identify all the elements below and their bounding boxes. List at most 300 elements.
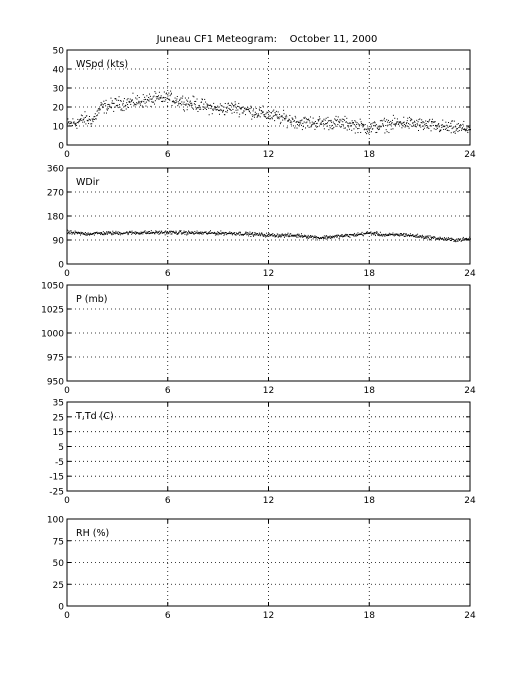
data-point <box>182 98 183 99</box>
data-point <box>407 120 408 121</box>
data-point <box>463 129 464 130</box>
data-point <box>122 110 123 111</box>
data-point <box>379 234 380 235</box>
data-point <box>184 111 185 112</box>
data-point <box>202 99 203 100</box>
data-point <box>161 95 162 96</box>
data-point <box>97 110 98 111</box>
y-tick-label: -5 <box>55 457 64 468</box>
data-point <box>270 234 271 235</box>
data-point <box>161 101 162 102</box>
data-point <box>300 120 301 121</box>
data-point <box>75 123 76 124</box>
data-point <box>133 102 134 103</box>
data-point <box>186 234 187 235</box>
data-point <box>286 115 287 116</box>
data-point <box>415 235 416 236</box>
data-point <box>89 116 90 117</box>
data-point <box>332 125 333 126</box>
data-point <box>260 116 261 117</box>
data-point <box>280 123 281 124</box>
data-point <box>277 116 278 117</box>
data-point <box>215 235 216 236</box>
data-point <box>189 232 190 233</box>
data-point <box>394 118 395 119</box>
data-point <box>112 233 113 234</box>
data-point <box>235 101 236 102</box>
data-point <box>206 103 207 104</box>
data-point <box>206 107 207 108</box>
data-point <box>286 116 287 117</box>
data-point <box>413 235 414 236</box>
data-point <box>451 121 452 122</box>
data-point <box>384 236 385 237</box>
data-point <box>254 234 255 235</box>
data-point <box>148 97 149 98</box>
data-point <box>424 124 425 125</box>
data-point <box>202 106 203 107</box>
data-point <box>252 232 253 233</box>
data-point <box>265 237 266 238</box>
data-point <box>426 238 427 239</box>
data-point <box>106 109 107 110</box>
data-point <box>140 103 141 104</box>
data-point <box>238 103 239 104</box>
data-point <box>327 126 328 127</box>
data-point <box>362 125 363 126</box>
data-point <box>159 231 160 232</box>
data-point <box>178 233 179 234</box>
data-point <box>226 107 227 108</box>
data-point <box>229 233 230 234</box>
data-point <box>401 235 402 236</box>
data-point <box>465 129 466 130</box>
panel-2 <box>47 165 476 280</box>
data-point <box>331 128 332 129</box>
data-point <box>279 114 280 115</box>
data-point <box>302 129 303 130</box>
data-point <box>212 113 213 114</box>
data-point <box>314 237 315 238</box>
data-point <box>289 236 290 237</box>
data-point <box>107 233 108 234</box>
data-point <box>154 232 155 233</box>
data-point <box>259 233 260 234</box>
data-point <box>203 104 204 105</box>
data-point <box>137 95 138 96</box>
data-point <box>387 131 388 132</box>
data-point <box>245 114 246 115</box>
data-point <box>313 118 314 119</box>
data-point <box>175 100 176 101</box>
data-point <box>409 235 410 236</box>
data-point <box>418 119 419 120</box>
data-point <box>193 109 194 110</box>
data-point <box>305 117 306 118</box>
data-point <box>135 97 136 98</box>
data-point <box>102 107 103 108</box>
y-tick-label: 975 <box>46 353 64 364</box>
data-point <box>168 99 169 100</box>
data-point <box>367 231 368 232</box>
data-point <box>292 117 293 118</box>
y-tick-label: 180 <box>46 212 64 223</box>
data-point <box>353 235 354 236</box>
data-point <box>450 238 451 239</box>
data-point <box>127 232 128 233</box>
data-point <box>201 233 202 234</box>
data-point <box>188 104 189 105</box>
data-point <box>267 117 268 118</box>
data-point <box>316 127 317 128</box>
data-point <box>239 235 240 236</box>
data-point <box>448 239 449 240</box>
data-point <box>433 238 434 239</box>
data-point <box>390 234 391 235</box>
data-point <box>210 230 211 231</box>
data-point <box>400 121 401 122</box>
data-point <box>216 107 217 108</box>
data-point <box>397 234 398 235</box>
data-point <box>227 110 228 111</box>
data-point <box>217 106 218 107</box>
data-point <box>219 110 220 111</box>
data-point <box>67 233 68 234</box>
x-tick-label: 24 <box>464 386 476 396</box>
panel-label: RH (%) <box>76 528 110 539</box>
x-tick-label: 0 <box>64 386 70 396</box>
panel-4 <box>49 399 476 507</box>
data-point <box>259 109 260 110</box>
data-point <box>248 235 249 236</box>
data-point <box>329 125 330 126</box>
data-point <box>266 112 267 113</box>
data-point <box>355 133 356 134</box>
data-point <box>218 107 219 108</box>
data-point <box>77 119 78 120</box>
data-point <box>430 235 431 236</box>
data-point <box>321 122 322 123</box>
data-point <box>406 233 407 234</box>
data-point <box>186 231 187 232</box>
data-point <box>81 120 82 121</box>
data-point <box>135 231 136 232</box>
data-point <box>231 103 232 104</box>
data-point <box>234 112 235 113</box>
data-point <box>462 238 463 239</box>
data-point <box>354 120 355 121</box>
data-point <box>115 233 116 234</box>
data-point <box>339 236 340 237</box>
data-point <box>457 241 458 242</box>
data-point <box>429 239 430 240</box>
data-point <box>405 236 406 237</box>
data-point <box>344 120 345 121</box>
data-point <box>284 113 285 114</box>
data-point <box>446 125 447 126</box>
data-point <box>339 121 340 122</box>
data-point <box>268 117 269 118</box>
data-point <box>261 113 262 114</box>
data-point <box>295 116 296 117</box>
data-point <box>411 119 412 120</box>
data-point <box>439 126 440 127</box>
data-point <box>297 237 298 238</box>
data-point <box>271 117 272 118</box>
data-point <box>221 105 222 106</box>
data-point <box>461 125 462 126</box>
data-point <box>301 233 302 234</box>
data-point <box>97 111 98 112</box>
y-tick-label: 30 <box>52 84 64 95</box>
data-point <box>180 99 181 100</box>
data-point <box>438 124 439 125</box>
x-tick-label: 12 <box>262 386 275 396</box>
data-point <box>263 236 264 237</box>
data-point <box>234 232 235 233</box>
data-point <box>110 107 111 108</box>
data-point <box>167 98 168 99</box>
data-point <box>210 233 211 234</box>
data-point <box>265 116 266 117</box>
data-point <box>279 235 280 236</box>
data-point <box>439 239 440 240</box>
data-point <box>156 96 157 97</box>
data-point <box>351 130 352 131</box>
data-point <box>296 121 297 122</box>
data-point <box>186 103 187 104</box>
data-point <box>294 236 295 237</box>
data-point <box>141 102 142 103</box>
data-point <box>420 125 421 126</box>
data-point <box>394 235 395 236</box>
data-point <box>462 239 463 240</box>
data-point <box>428 235 429 236</box>
data-point <box>309 127 310 128</box>
data-point <box>427 121 428 122</box>
data-point <box>401 127 402 128</box>
data-point <box>166 93 167 94</box>
data-point <box>238 233 239 234</box>
data-point <box>373 122 374 123</box>
data-point <box>187 232 188 233</box>
data-point <box>416 120 417 121</box>
data-point <box>404 124 405 125</box>
data-point <box>357 235 358 236</box>
data-point <box>422 122 423 123</box>
data-point <box>337 236 338 237</box>
data-point <box>248 109 249 110</box>
data-point <box>457 239 458 240</box>
data-point <box>316 237 317 238</box>
data-point <box>191 233 192 234</box>
data-point <box>190 101 191 102</box>
data-point <box>299 122 300 123</box>
data-point <box>203 109 204 110</box>
data-point <box>282 233 283 234</box>
data-point <box>342 119 343 120</box>
data-point <box>420 127 421 128</box>
data-point <box>315 121 316 122</box>
data-point <box>250 112 251 113</box>
panel-label: P (mb) <box>76 294 108 305</box>
data-point <box>251 234 252 235</box>
data-point <box>458 127 459 128</box>
data-point <box>450 240 451 241</box>
data-point <box>139 234 140 235</box>
data-point <box>166 232 167 233</box>
data-point <box>231 232 232 233</box>
data-point <box>119 104 120 105</box>
data-point <box>459 130 460 131</box>
data-point <box>183 104 184 105</box>
data-point <box>349 234 350 235</box>
data-point <box>141 233 142 234</box>
data-point <box>148 100 149 101</box>
data-point <box>120 234 121 235</box>
data-point <box>158 95 159 96</box>
data-point <box>80 233 81 234</box>
data-point <box>363 124 364 125</box>
data-point <box>290 233 291 234</box>
data-point <box>356 234 357 235</box>
data-point <box>168 93 169 94</box>
data-point <box>121 109 122 110</box>
data-point <box>443 129 444 130</box>
data-point <box>91 123 92 124</box>
data-point <box>431 238 432 239</box>
data-point <box>113 234 114 235</box>
data-point <box>251 119 252 120</box>
data-point <box>160 97 161 98</box>
data-point <box>422 237 423 238</box>
data-point <box>409 117 410 118</box>
data-point <box>352 122 353 123</box>
data-point <box>257 117 258 118</box>
data-point <box>206 231 207 232</box>
data-point <box>98 108 99 109</box>
data-point <box>461 128 462 129</box>
data-point <box>155 93 156 94</box>
data-point <box>323 237 324 238</box>
data-point <box>440 237 441 238</box>
data-point <box>341 126 342 127</box>
data-point <box>405 127 406 128</box>
data-point <box>344 128 345 129</box>
data-point <box>421 122 422 123</box>
data-point <box>102 103 103 104</box>
data-point <box>384 118 385 119</box>
data-point <box>199 233 200 234</box>
data-point <box>140 233 141 234</box>
data-point <box>383 125 384 126</box>
data-point <box>81 233 82 234</box>
data-point <box>366 233 367 234</box>
data-point <box>283 235 284 236</box>
panel-3 <box>41 282 476 397</box>
data-point <box>170 91 171 92</box>
data-point <box>101 104 102 105</box>
data-point <box>219 110 220 111</box>
data-point <box>216 234 217 235</box>
data-point <box>449 238 450 239</box>
data-point <box>293 125 294 126</box>
data-point <box>100 105 101 106</box>
data-point <box>129 101 130 102</box>
data-point <box>154 96 155 97</box>
y-tick-label: 1050 <box>41 281 64 292</box>
data-point <box>391 129 392 130</box>
data-point <box>115 98 116 99</box>
data-point <box>273 116 274 117</box>
data-point <box>240 109 241 110</box>
data-point <box>388 125 389 126</box>
data-point <box>301 236 302 237</box>
data-point <box>123 103 124 104</box>
data-point <box>410 233 411 234</box>
data-point <box>315 237 316 238</box>
data-point <box>176 232 177 233</box>
data-point <box>88 123 89 124</box>
data-point <box>114 107 115 108</box>
data-point <box>93 116 94 117</box>
data-point <box>131 100 132 101</box>
data-point <box>82 122 83 123</box>
data-point <box>349 123 350 124</box>
data-point <box>70 233 71 234</box>
data-point <box>108 108 109 109</box>
data-point <box>262 234 263 235</box>
data-point <box>179 103 180 104</box>
data-point <box>365 132 366 133</box>
data-point <box>84 118 85 119</box>
data-point <box>432 121 433 122</box>
data-point <box>334 118 335 119</box>
data-point <box>445 239 446 240</box>
data-point <box>248 233 249 234</box>
data-point <box>454 241 455 242</box>
data-point <box>199 109 200 110</box>
data-point <box>331 236 332 237</box>
data-point <box>184 104 185 105</box>
data-point <box>330 236 331 237</box>
data-point <box>221 234 222 235</box>
data-point <box>323 119 324 120</box>
data-point <box>325 123 326 124</box>
data-point <box>366 129 367 130</box>
data-point <box>272 111 273 112</box>
data-point <box>324 235 325 236</box>
data-point <box>402 125 403 126</box>
data-point <box>145 99 146 100</box>
data-point <box>100 232 101 233</box>
data-point <box>237 109 238 110</box>
data-point <box>408 126 409 127</box>
data-point <box>194 231 195 232</box>
x-tick-label: 24 <box>464 269 476 279</box>
data-point <box>327 122 328 123</box>
data-point <box>425 125 426 126</box>
data-point <box>94 116 95 117</box>
data-point <box>87 235 88 236</box>
data-point <box>200 109 201 110</box>
x-tick-label: 18 <box>363 269 375 279</box>
data-point <box>255 114 256 115</box>
data-point <box>302 237 303 238</box>
data-point <box>222 112 223 113</box>
data-point <box>194 103 195 104</box>
data-point <box>401 233 402 234</box>
